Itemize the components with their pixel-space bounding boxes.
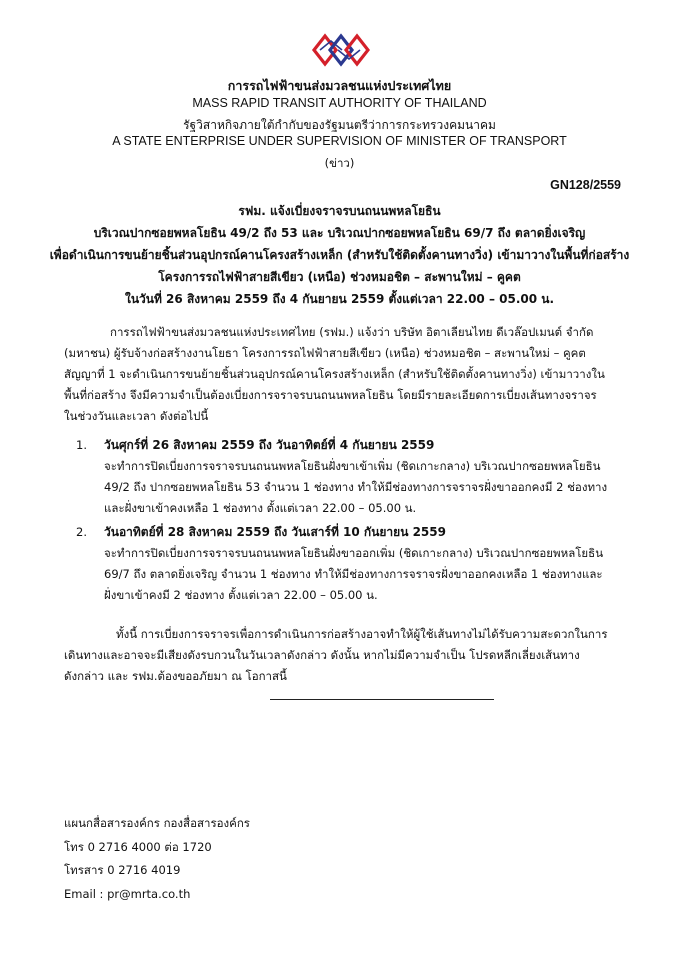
item-line: ฝั่งขาเข้าคงมี 2 ช่องทาง ตั้งแต่เวลา 22.00 – 05.00 น. bbox=[104, 588, 378, 602]
item-number: 2. bbox=[76, 525, 87, 539]
org-subtitle-th: รัฐวิสาหกิจภายใต้กำกับของรัฐมนตรีว่าการกระทรวงคมนาคม bbox=[183, 118, 496, 132]
schedule-item bbox=[76, 435, 636, 519]
news-label: (ข่าว) bbox=[324, 156, 355, 170]
closing-line: เดินทางและอาจจะมีเสียงดังรบกวนในวันเวลาดังกล่าว ดังนั้น หากไม่มีความจำเป็น โปรดหลีกเลี่ยงเส้นทาง bbox=[64, 648, 580, 662]
body-line: ในช่วงวันและเวลา ดังต่อไปนี้ bbox=[64, 409, 209, 423]
item-line: และฝั่งขาเข้าคงเหลือ 1 ช่องทาง ตั้งแต่เวลา 22.00 – 05.00 น. bbox=[104, 501, 417, 515]
org-name-en: MASS RAPID TRANSIT AUTHORITY OF THAILAND bbox=[192, 96, 487, 110]
closing-line: ทั้งนี้ การเบี่ยงการจราจรเพื่อการดำเนินการก่อสร้างอาจทำให้ผู้ใช้เส้นทางไม่ได้รับความสะดวกในการ bbox=[116, 627, 608, 641]
title-line: โครงการรถไฟฟ้าสายสีเขียว (เหนือ) ช่วงหมอชิต – สะพานใหม่ – คูคต bbox=[158, 270, 521, 284]
document-number: GN128/2559 bbox=[550, 178, 621, 192]
contact-phone: โทร 0 2716 4000 ต่อ 1720 bbox=[64, 839, 212, 854]
divider-line bbox=[270, 699, 494, 700]
title-line: ในวันที่ 26 สิงหาคม 2559 ถึง 4 กันยายน 2559 ตั้งแต่เวลา 22.00 – 05.00 น. bbox=[124, 292, 555, 306]
schedule-item bbox=[76, 522, 636, 606]
contact-department: แผนกสื่อสารองค์กร กองสื่อสารองค์กร bbox=[64, 816, 250, 830]
org-name-th: การรถไฟฟ้าขนส่งมวลชนแห่งประเทศไทย bbox=[227, 78, 452, 93]
title-line: บริเวณปากซอยพหลโยธิน 49/2 ถึง 53 และ บริเวณปากซอยพหลโยธิน 69/7 ถึง ตลาดยิ่งเจริญ bbox=[93, 226, 586, 240]
item-line: จะทำการปิดเบี่ยงการจราจรบนถนนพหลโยธินฝั่งขาเข้าเพิ่ม (ชิดเกาะกลาง) บริเวณปากซอยพหลโยธิน bbox=[104, 459, 601, 473]
body-line: สัญญาที่ 1 จะดำเนินการขนย้ายชิ้นส่วนอุปกรณ์คานโครงสร้างเหล็ก (สำหรับใช้ติดตั้งคานทางวิ่ง) เข้ามาวางใน bbox=[64, 367, 605, 381]
item-line: 49/2 ถึง ปากซอยพหลโยธิน 53 จำนวน 1 ช่องทาง ทำให้มีช่องทางการจราจรฝั่งขาออกคงมี 2 ช่องทาง bbox=[104, 480, 608, 494]
mrta-logo-icon bbox=[310, 28, 370, 72]
item-line: 69/7 ถึง ตลาดยิ่งเจริญ จำนวน 1 ช่องทาง ทำให้มีช่องทางการจราจรฝั่งขาออกคงเหลือ 1 ช่องทางและ bbox=[104, 567, 603, 581]
contact-block bbox=[64, 812, 250, 906]
title-line: เพื่อดำเนินการขนย้ายชิ้นส่วนอุปกรณ์คานโครงสร้างเหล็ก (สำหรับใช้ติดตั้งคานทางวิ่ง) เข้ามาวางในพื้นที่ก่อสร้าง bbox=[49, 248, 630, 262]
closing-line: ดังกล่าว และ รฟม.ต้องขออภัยมา ณ โอกาสนี้ bbox=[64, 669, 287, 683]
item-heading: วันศุกร์ที่ 26 สิงหาคม 2559 ถึง วันอาทิตย์ที่ 4 กันยายน 2559 bbox=[104, 438, 435, 452]
announcement-title bbox=[30, 200, 649, 310]
item-number: 1. bbox=[76, 438, 87, 452]
item-heading: วันอาทิตย์ที่ 28 สิงหาคม 2559 ถึง วันเสาร์ที่ 10 กันยายน 2559 bbox=[104, 525, 446, 539]
body-paragraph bbox=[64, 322, 624, 427]
title-line: รฟม. แจ้งเบี่ยงจราจรบนถนนพหลโยธิน bbox=[238, 204, 441, 218]
body-line: พื้นที่ก่อสร้าง จึงมีความจำเป็นต้องเบี่ยงการจราจรบนถนนพหลโยธิน โดยมีรายละเอียดการเบี่ยงเส้นทางจราจร bbox=[64, 388, 597, 402]
body-line: (มหาชน) ผู้รับจ้างก่อสร้างงานโยธา โครงการรถไฟฟ้าสายสีเขียว (เหนือ) ช่วงหมอชิต – สะพานใหม่ – คูคต bbox=[64, 346, 586, 360]
body-line: การรถไฟฟ้าขนส่งมวลชนแห่งประเทศไทย (รฟม.) แจ้งว่า บริษัท อิตาเลียนไทย ดีเวล๊อปเมนต์ จำกัด bbox=[110, 325, 594, 339]
item-line: จะทำการปิดเบี่ยงการจราจรบนถนนพหลโยธินฝั่งขาออกเพิ่ม (ชิดเกาะกลาง) บริเวณปากซอยพหลโยธิน bbox=[104, 546, 604, 560]
contact-fax: โทรสาร 0 2716 4019 bbox=[64, 863, 181, 877]
org-subtitle-en: A STATE ENTERPRISE UNDER SUPERVISION OF MINISTER OF TRANSPORT bbox=[112, 134, 567, 148]
contact-email: Email : pr@mrta.co.th bbox=[64, 886, 191, 901]
schedule-list bbox=[76, 435, 636, 609]
closing-paragraph bbox=[64, 624, 624, 687]
